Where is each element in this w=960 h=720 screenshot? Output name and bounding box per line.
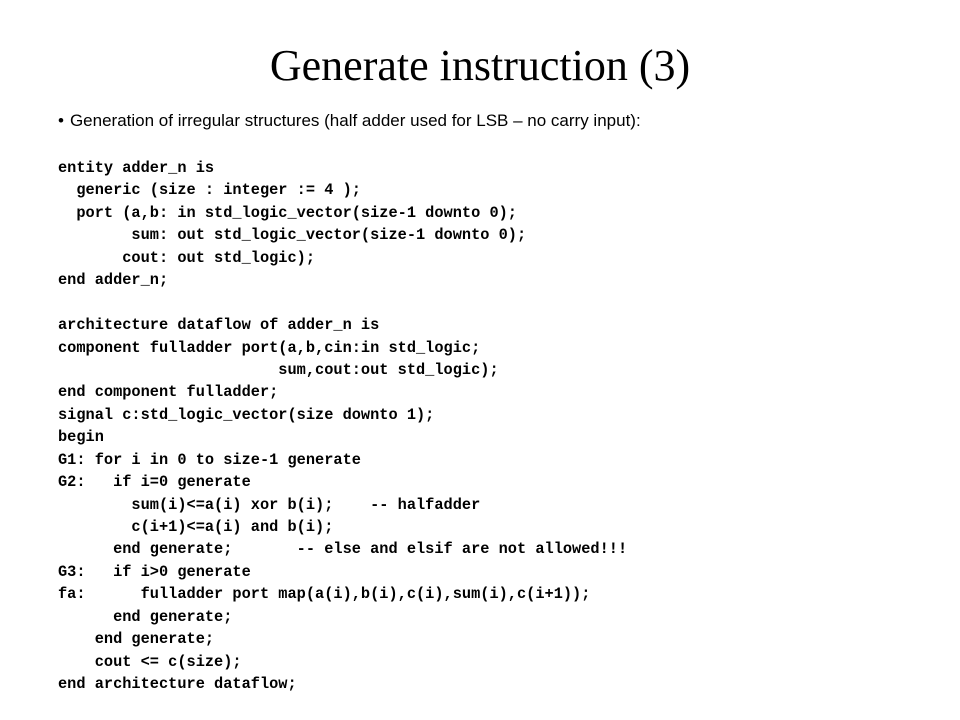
code-line: sum: out std_logic_vector(size-1 downto 0); [58, 226, 527, 245]
code-line: end generate; [58, 607, 233, 626]
code-block [58, 157, 627, 696]
code-line: port (a,b: in std_logic_vector(size-1 downto 0); [58, 203, 517, 222]
code-line: G3: if i>0 generate [58, 562, 251, 581]
bullet-marker: • [58, 111, 64, 130]
code-line: c(i+1)<=a(i) and b(i); [58, 518, 334, 536]
code-line: end adder_n; [58, 271, 169, 290]
code-line: begin [58, 428, 104, 447]
code-line: cout: out std_logic); [58, 248, 316, 267]
code-line: G1: for i in 0 to size-1 generate [58, 450, 361, 469]
code-line: entity adder_n is [58, 159, 215, 177]
slide-title: Generate instruction (3) [269, 41, 691, 90]
code-line-blank [58, 292, 627, 314]
code-line: generic (size : integer := 4 ); [58, 181, 361, 200]
code-line: G2: if i=0 generate [58, 473, 251, 492]
code-line: end generate; -- else and elsif are not allowed!!! [58, 540, 628, 559]
code-line: architecture dataflow of adder_n is [58, 316, 380, 335]
code-line: signal c:std_logic_vector(size downto 1); [58, 405, 435, 424]
bullet-text: Generation of irregular structures (half adder used for LSB – no carry input): [69, 111, 641, 130]
code-line: end generate; [58, 630, 215, 649]
code-line: fa: fulladder port map(a(i),b(i),c(i),sum(i),c(i+1)); [58, 585, 591, 604]
code-line: end component fulladder; [58, 383, 279, 402]
bullet-item [58, 109, 641, 133]
code-line: sum,cout:out std_logic); [58, 360, 499, 379]
code-line: cout <= c(size); [58, 652, 242, 671]
code-line: component fulladder port(a,b,cin:in std_logic; [58, 338, 481, 357]
code-line: sum(i)<=a(i) xor b(i); -- halfadder [58, 495, 481, 514]
code-line: end architecture dataflow; [58, 675, 297, 694]
